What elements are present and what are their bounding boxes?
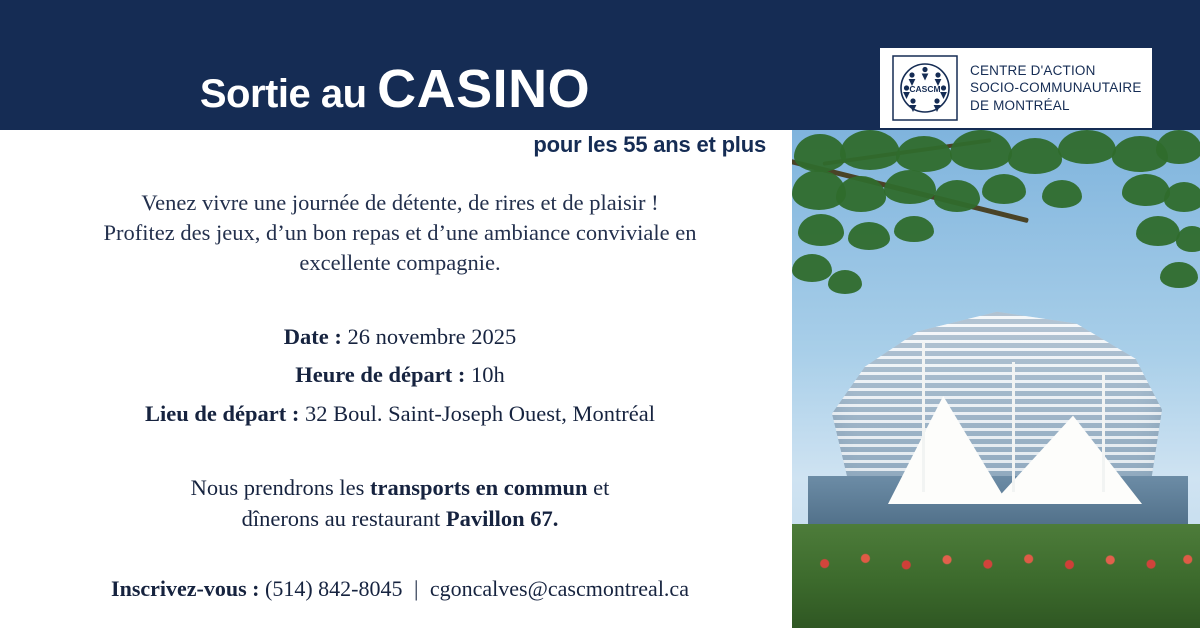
transport-post: et <box>587 474 610 500</box>
leaf <box>840 130 900 170</box>
leaf <box>794 134 846 172</box>
restaurant-name: Pavillon 67. <box>445 505 559 531</box>
casino-photo <box>792 130 1200 628</box>
organization-name <box>970 62 1142 114</box>
intro-line-1: Venez vivre une journée de détente, de rires et de plaisir ! <box>141 190 659 215</box>
org-name-line-1: CENTRE D'ACTION <box>970 63 1096 79</box>
detail-departure-place-value: 32 Boul. Saint-Joseph Ouest, Montréal <box>305 401 655 427</box>
photo-tree-foliage <box>792 130 1200 430</box>
leaf <box>798 214 844 246</box>
photo-lawn <box>792 524 1200 628</box>
leaf <box>836 176 886 212</box>
leaf <box>1156 130 1200 164</box>
org-name-line-3: DE MONTRÉAL <box>970 97 1070 113</box>
detail-date-value: 26 novembre 2025 <box>347 323 517 349</box>
leaf <box>1136 216 1180 246</box>
poster-title <box>0 59 790 119</box>
registration-email[interactable]: cgoncalves@cascmontreal.ca <box>429 575 689 601</box>
registration-label: Inscrivez-vous : <box>111 575 260 601</box>
leaf <box>828 270 862 294</box>
leaf <box>934 180 980 212</box>
leaf <box>1164 182 1200 212</box>
detail-date-label: Date : <box>283 323 342 349</box>
leaf <box>894 216 934 242</box>
intro-paragraph <box>20 188 780 278</box>
transport-line-1 <box>20 472 780 503</box>
detail-departure-time <box>20 356 780 395</box>
poster-body <box>20 188 780 602</box>
leaf <box>1122 174 1170 206</box>
registration-separator: | <box>413 575 419 601</box>
detail-departure-place <box>20 395 780 434</box>
leaf <box>1042 180 1082 208</box>
detail-departure-time-value: 10h <box>471 362 505 388</box>
detail-departure-time-label: Heure de départ : <box>295 362 466 388</box>
transport-pre: Nous prendrons les <box>190 474 370 500</box>
detail-departure-place-label: Lieu de départ : <box>145 401 300 427</box>
registration-line <box>20 576 780 602</box>
cascm-people-circle-icon <box>892 55 958 121</box>
intro-line-3: excellente compagnie. <box>299 249 501 275</box>
registration-phone[interactable]: (514) 842-8045 <box>265 575 403 601</box>
event-details <box>20 318 780 434</box>
leaf <box>1160 262 1198 288</box>
leaf <box>1008 138 1062 174</box>
svg-text:CASCM: CASCM <box>909 84 941 94</box>
leaf <box>896 136 952 172</box>
leaf <box>1058 130 1116 164</box>
org-name-line-2: SOCIO-COMMUNAUTAIRE <box>970 80 1142 96</box>
leaf <box>792 254 832 282</box>
transport-paragraph <box>20 472 780 534</box>
organization-logo <box>880 48 1152 128</box>
detail-date <box>20 318 780 357</box>
restaurant-pre: dînerons au restaurant <box>241 505 446 531</box>
transport-bold: transports en commun <box>369 474 588 500</box>
leaf <box>848 222 890 250</box>
intro-line-2: Profitez des jeux, d’un bon repas et d’une ambiance conviviale en <box>103 219 697 245</box>
leaf <box>884 170 936 204</box>
title-emphasis: CASINO <box>377 59 591 119</box>
leaf <box>950 130 1012 170</box>
transport-line-2 <box>20 503 780 534</box>
photo-flowerbed <box>792 548 1200 574</box>
poster-subtitle: pour les 55 ans et plus <box>533 132 766 157</box>
leaf <box>1176 226 1200 252</box>
leaf <box>982 174 1026 204</box>
title-lines <box>0 59 790 119</box>
title-prefix: Sortie au <box>199 72 378 116</box>
